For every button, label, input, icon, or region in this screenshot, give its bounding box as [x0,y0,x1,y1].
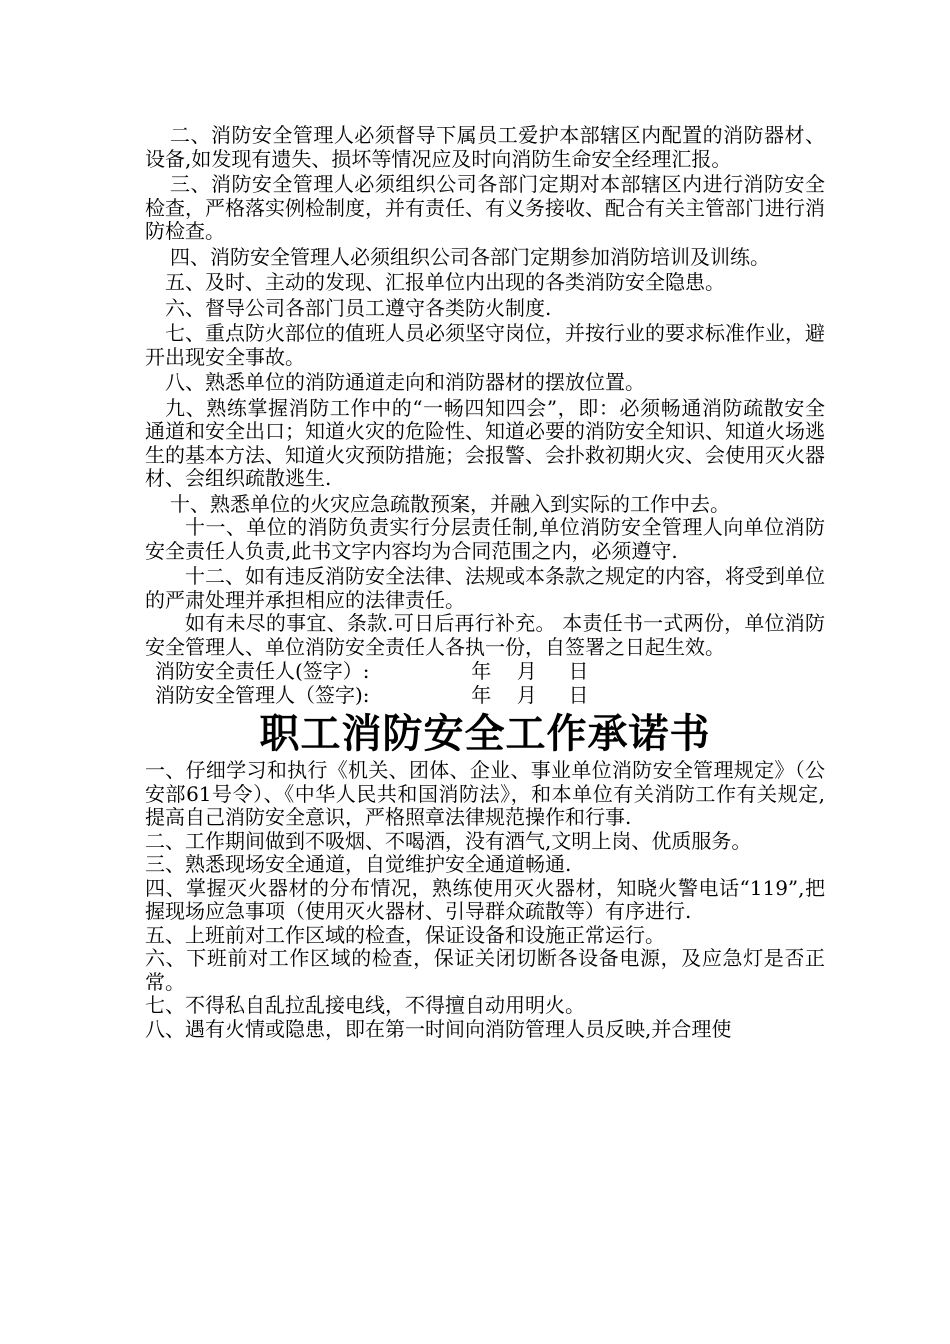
clause-7: 七、重点防火部位的值班人员必须坚守岗位，并按行业的要求标准作业，避开出现安全事故。 [145,321,825,369]
clause-9: 九、熟练掌握消防工作中的“一畅四知四会”，即：必须畅通消防疏散安全通道和安全出口；知道火灾的危险性、知道必要的消防安全知识、知道火场逃生的基本方法、知道火灾预防措施；会报警、会扑救初期火灾、会使用灭火器材、会组织疏散逃生. [145,395,825,490]
closing-clause: 如有未尽的事宜、条款.可日后再行补充。 本责任书一式两份，单位消防安全管理人、单位消防安全责任人各执一份，自签署之日起生效。 [145,611,825,659]
document-page [145,124,825,1041]
clause-12: 十二、如有违反消防安全法律、法规或本条款之规定的内容，将受到单位的严肃处理并承担相应的法律责任。 [145,564,825,612]
pledge-item-4: 四、掌握灭火器材的分布情况，熟练使用灭火器材，知晓火警电话“119”,把握现场应急事项（使用灭火器材、引导群众疏散等）有序进行. [145,875,825,923]
pledge-section [145,759,825,1041]
pledge-item-2: 二、工作期间做到不吸烟、不喝酒，没有酒气,文明上岗、优质服务。 [145,828,752,853]
clause-11: 十一、单位的消防负责实行分层责任制,单位消防安全管理人向单位消防安全责任人负责,此书文字内容均为合同范围之内，必须遵守. [145,515,825,563]
signature-responsible-line: 消防安全责任人(签字）: 年 月 日 [155,659,589,683]
clause-8: 八、熟悉单位的消防通道走向和消防器材的摆放位置。 [165,370,645,394]
responsibility-section [145,124,825,707]
clause-5: 五、及时、主动的发现、汇报单位内出现的各类消防安全隐患。 [165,270,725,294]
pledge-item-5: 五、上班前对工作区域的检查，保证设备和设施正常运行。 [145,922,665,947]
pledge-item-6: 六、下班前对工作区域的检查，保证关闭切断各设备电源，及应急灯是否正常。 [145,946,825,994]
clause-4: 四、消防安全管理人必须组织公司各部门定期参加消防培训及训练。 [170,244,770,269]
pledge-item-3: 三、熟悉现场安全通道，自觉维护安全通道畅通. [145,852,572,876]
pledge-item-8: 八、遇有火情或隐患，即在第一时间向消防管理人员反映,并合理使 [145,1016,732,1041]
clause-2: 二、消防安全管理人必须督导下属员工爱护本部辖区内配置的消防器材、设备,如发现有遗失、损坏等情况应及时向消防生命安全经理汇报。 [145,123,825,171]
clause-3: 三、消防安全管理人必须组织公司各部门定期对本部辖区内进行消防安全检查，严格落实例检制度，并有责任、有义务接收、配合有关主管部门进行消防检查。 [145,172,825,243]
pledge-title: 职工消防安全工作承诺书 [259,711,711,757]
pledge-item-7: 七、不得私自乱拉乱接电线，不得擅自动用明火。 [145,993,585,1017]
signature-manager-line: 消防安全管理人（签字): 年 月 日 [155,683,589,707]
pledge-item-1: 一、仔细学习和执行《机关、团体、企业、事业单位消防安全管理规定》（公安部61号令）、《中华人民共和国消防法》，和本单位有关消防工作有关规定,提高自己消防安全意识，严格照章法律规范操作和行事. [145,758,825,829]
clause-10: 十、熟悉单位的火灾应急疏散预案，并融入到实际的工作中去。 [170,491,730,516]
clause-6: 六、督导公司各部门员工遵守各类防火制度. [165,295,552,320]
